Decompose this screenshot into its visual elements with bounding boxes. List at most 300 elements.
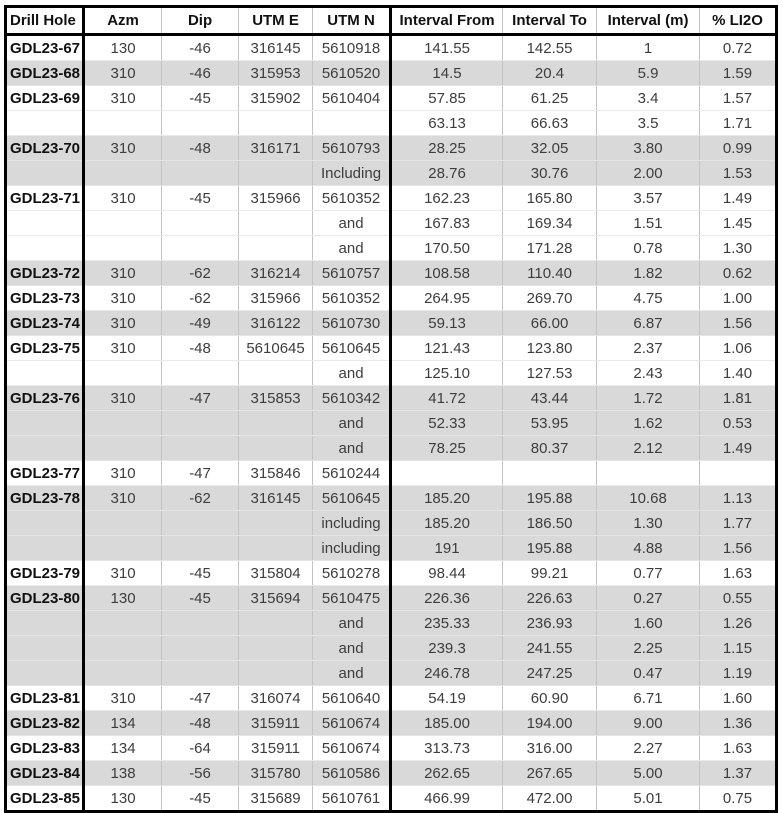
table-cell-interval-m: 0.47 xyxy=(597,661,700,686)
table-cell-interval-m: 3.80 xyxy=(597,136,700,161)
table-cell-drill-hole xyxy=(6,236,84,261)
table-cell-li2o: 1.77 xyxy=(700,511,777,536)
table-cell-interval-to: 66.63 xyxy=(503,111,597,136)
table-cell-utm-e xyxy=(239,161,313,186)
table-cell-interval-m: 5.00 xyxy=(597,761,700,786)
table-cell-drill-hole xyxy=(6,411,84,436)
table-cell-interval-to: 241.55 xyxy=(503,636,597,661)
table-cell-dip: -56 xyxy=(162,761,239,786)
table-cell-azm: 130 xyxy=(84,586,162,611)
table-cell-interval-from: 98.44 xyxy=(391,561,503,586)
table-cell-li2o xyxy=(700,461,777,486)
table-row-continuation-5 xyxy=(6,161,777,186)
header-row xyxy=(6,7,777,35)
table-cell-utm-n: and xyxy=(313,611,391,636)
table-cell-li2o: 1.71 xyxy=(700,111,777,136)
table-cell-drill-hole xyxy=(6,511,84,536)
table-cell-interval-m: 5.9 xyxy=(597,61,700,86)
table-cell-dip: -48 xyxy=(162,136,239,161)
table-row-continuation-16 xyxy=(6,436,777,461)
table-cell-interval-to: 247.25 xyxy=(503,661,597,686)
table-cell-utm-n: 5610352 xyxy=(313,186,391,211)
table-cell-interval-to: 43.44 xyxy=(503,386,597,411)
table-cell-interval-m: 3.57 xyxy=(597,186,700,211)
table-cell-interval-m: 1.62 xyxy=(597,411,700,436)
table-cell-interval-m: 10.68 xyxy=(597,486,700,511)
table-cell-li2o: 1.06 xyxy=(700,336,777,361)
table-cell-li2o: 1.49 xyxy=(700,186,777,211)
table-cell-azm xyxy=(84,611,162,636)
table-cell-interval-m: 9.00 xyxy=(597,711,700,736)
table-cell-interval-to: 171.28 xyxy=(503,236,597,261)
table-cell-interval-from: 28.25 xyxy=(391,136,503,161)
table-cell-azm: 310 xyxy=(84,136,162,161)
table-cell-utm-n: and xyxy=(313,411,391,436)
table-cell-drill-hole: GDL23-70 xyxy=(6,136,84,161)
table-cell-utm-n: and xyxy=(313,236,391,261)
table-row-gdl23-68 xyxy=(6,61,777,86)
table-cell-interval-m: 2.27 xyxy=(597,736,700,761)
table-row-continuation-13 xyxy=(6,361,777,386)
table-cell-interval-to: 66.00 xyxy=(503,311,597,336)
table-cell-utm-e: 316214 xyxy=(239,261,313,286)
table-row-continuation-19 xyxy=(6,511,777,536)
table-cell-azm xyxy=(84,661,162,686)
table-cell-interval-from: 313.73 xyxy=(391,736,503,761)
table-cell-utm-n: 5610674 xyxy=(313,736,391,761)
table-cell-interval-to xyxy=(503,461,597,486)
table-cell-interval-from: 63.13 xyxy=(391,111,503,136)
table-cell-azm: 310 xyxy=(84,286,162,311)
table-cell-interval-from: 185.00 xyxy=(391,711,503,736)
table-cell-utm-n: 5610640 xyxy=(313,686,391,711)
table-cell-interval-m: 2.25 xyxy=(597,636,700,661)
table-cell-utm-n: 5610278 xyxy=(313,561,391,586)
table-cell-utm-e xyxy=(239,636,313,661)
table-cell-interval-m: 1 xyxy=(597,35,700,61)
table-cell-li2o: 1.60 xyxy=(700,686,777,711)
table-cell-utm-e: 315911 xyxy=(239,711,313,736)
table-row-continuation-7 xyxy=(6,211,777,236)
table-cell-interval-to: 60.90 xyxy=(503,686,597,711)
table-cell-interval-to: 269.70 xyxy=(503,286,597,311)
table-cell-dip: -47 xyxy=(162,461,239,486)
table-cell-interval-m xyxy=(597,461,700,486)
table-cell-utm-e: 5610645 xyxy=(239,336,313,361)
table-cell-utm-e: 315780 xyxy=(239,761,313,786)
table-cell-interval-from xyxy=(391,461,503,486)
table-cell-dip: -62 xyxy=(162,486,239,511)
table-cell-interval-m: 2.43 xyxy=(597,361,700,386)
table-cell-dip: -45 xyxy=(162,786,239,812)
table-cell-utm-e: 316145 xyxy=(239,35,313,61)
table-row-gdl23-84 xyxy=(6,761,777,786)
table-row-gdl23-85 xyxy=(6,786,777,812)
table-cell-utm-e: 315846 xyxy=(239,461,313,486)
table-cell-utm-n: 5610757 xyxy=(313,261,391,286)
table-row-gdl23-69 xyxy=(6,86,777,111)
table-cell-li2o: 1.00 xyxy=(700,286,777,311)
table-cell-drill-hole xyxy=(6,636,84,661)
table-cell-azm xyxy=(84,436,162,461)
column-header-azm: Azm xyxy=(84,7,162,35)
table-cell-utm-n: Including xyxy=(313,161,391,186)
table-cell-interval-m: 4.75 xyxy=(597,286,700,311)
table-cell-interval-to: 127.53 xyxy=(503,361,597,386)
table-cell-utm-e: 315689 xyxy=(239,786,313,812)
table-cell-drill-hole xyxy=(6,211,84,236)
table-cell-utm-n: 5610761 xyxy=(313,786,391,812)
table-cell-drill-hole: GDL23-69 xyxy=(6,86,84,111)
table-cell-utm-e xyxy=(239,511,313,536)
table-cell-dip: -62 xyxy=(162,286,239,311)
table-cell-li2o: 1.37 xyxy=(700,761,777,786)
table-cell-li2o: 1.15 xyxy=(700,636,777,661)
table-cell-utm-e xyxy=(239,236,313,261)
table-cell-interval-from: 246.78 xyxy=(391,661,503,686)
table-row-gdl23-73 xyxy=(6,286,777,311)
table-cell-drill-hole: GDL23-81 xyxy=(6,686,84,711)
table-cell-drill-hole: GDL23-83 xyxy=(6,736,84,761)
table-row-gdl23-74 xyxy=(6,311,777,336)
table-cell-utm-e xyxy=(239,436,313,461)
table-cell-dip xyxy=(162,661,239,686)
table-cell-interval-m: 0.78 xyxy=(597,236,700,261)
table-cell-li2o: 1.56 xyxy=(700,536,777,561)
table-cell-interval-to: 186.50 xyxy=(503,511,597,536)
table-cell-utm-n: 5610404 xyxy=(313,86,391,111)
table-cell-utm-e xyxy=(239,536,313,561)
table-cell-li2o: 1.57 xyxy=(700,86,777,111)
table-cell-dip xyxy=(162,536,239,561)
drill-results-page xyxy=(4,5,778,813)
table-cell-azm: 310 xyxy=(84,186,162,211)
table-cell-utm-n: 5610645 xyxy=(313,336,391,361)
table-cell-dip: -46 xyxy=(162,35,239,61)
table-cell-azm: 310 xyxy=(84,386,162,411)
table-cell-azm xyxy=(84,161,162,186)
table-cell-interval-m: 6.71 xyxy=(597,686,700,711)
table-cell-li2o: 0.72 xyxy=(700,35,777,61)
table-cell-li2o: 1.59 xyxy=(700,61,777,86)
table-cell-li2o: 1.30 xyxy=(700,236,777,261)
table-cell-azm: 310 xyxy=(84,86,162,111)
table-cell-interval-from: 167.83 xyxy=(391,211,503,236)
table-cell-azm xyxy=(84,236,162,261)
column-header-dip: Dip xyxy=(162,7,239,35)
table-cell-interval-from: 170.50 xyxy=(391,236,503,261)
table-cell-interval-m: 0.27 xyxy=(597,586,700,611)
table-cell-interval-from: 185.20 xyxy=(391,511,503,536)
table-cell-li2o: 0.99 xyxy=(700,136,777,161)
table-cell-utm-e xyxy=(239,411,313,436)
table-cell-interval-from: 78.25 xyxy=(391,436,503,461)
table-cell-interval-m: 0.77 xyxy=(597,561,700,586)
table-cell-utm-e: 316122 xyxy=(239,311,313,336)
table-cell-interval-to: 123.80 xyxy=(503,336,597,361)
table-cell-interval-to: 142.55 xyxy=(503,35,597,61)
table-cell-drill-hole xyxy=(6,361,84,386)
table-row-continuation-23 xyxy=(6,611,777,636)
table-cell-azm: 310 xyxy=(84,486,162,511)
table-cell-azm xyxy=(84,636,162,661)
table-cell-utm-n: and xyxy=(313,361,391,386)
table-cell-utm-n: and xyxy=(313,436,391,461)
table-cell-drill-hole: GDL23-77 xyxy=(6,461,84,486)
table-row-gdl23-83 xyxy=(6,736,777,761)
table-cell-interval-to: 169.34 xyxy=(503,211,597,236)
table-cell-li2o: 1.45 xyxy=(700,211,777,236)
table-cell-utm-n: 5610918 xyxy=(313,35,391,61)
table-cell-interval-from: 54.19 xyxy=(391,686,503,711)
table-cell-utm-n: including xyxy=(313,511,391,536)
table-cell-dip: -47 xyxy=(162,386,239,411)
table-cell-interval-from: 264.95 xyxy=(391,286,503,311)
table-cell-drill-hole: GDL23-80 xyxy=(6,586,84,611)
table-row-gdl23-67 xyxy=(6,35,777,61)
table-cell-utm-e xyxy=(239,111,313,136)
table-cell-li2o: 1.81 xyxy=(700,386,777,411)
table-body xyxy=(6,35,777,812)
table-cell-utm-e: 315953 xyxy=(239,61,313,86)
column-header-interval-from: Interval From xyxy=(391,7,503,35)
table-cell-interval-to: 53.95 xyxy=(503,411,597,436)
table-cell-li2o: 1.13 xyxy=(700,486,777,511)
table-cell-utm-n: 5610793 xyxy=(313,136,391,161)
table-cell-interval-from: 121.43 xyxy=(391,336,503,361)
table-cell-interval-m: 2.37 xyxy=(597,336,700,361)
table-cell-azm xyxy=(84,211,162,236)
table-cell-drill-hole: GDL23-76 xyxy=(6,386,84,411)
table-cell-li2o: 0.55 xyxy=(700,586,777,611)
table-cell-interval-m: 2.12 xyxy=(597,436,700,461)
table-cell-azm xyxy=(84,361,162,386)
table-cell-interval-from: 108.58 xyxy=(391,261,503,286)
table-cell-azm: 134 xyxy=(84,711,162,736)
table-cell-utm-n: and xyxy=(313,661,391,686)
table-cell-interval-to: 99.21 xyxy=(503,561,597,586)
table-cell-interval-from: 185.20 xyxy=(391,486,503,511)
table-row-continuation-24 xyxy=(6,636,777,661)
column-header-utm-n: UTM N xyxy=(313,7,391,35)
table-cell-interval-from: 239.3 xyxy=(391,636,503,661)
table-cell-drill-hole: GDL23-85 xyxy=(6,786,84,812)
table-cell-azm xyxy=(84,536,162,561)
table-cell-drill-hole: GDL23-84 xyxy=(6,761,84,786)
table-cell-li2o: 1.36 xyxy=(700,711,777,736)
table-cell-drill-hole xyxy=(6,436,84,461)
table-cell-interval-to: 110.40 xyxy=(503,261,597,286)
table-cell-azm: 134 xyxy=(84,736,162,761)
table-cell-azm: 138 xyxy=(84,761,162,786)
table-row-gdl23-80 xyxy=(6,586,777,611)
table-cell-dip: -46 xyxy=(162,61,239,86)
table-cell-azm: 310 xyxy=(84,336,162,361)
table-cell-interval-from: 191 xyxy=(391,536,503,561)
table-cell-azm: 310 xyxy=(84,61,162,86)
table-row-continuation-15 xyxy=(6,411,777,436)
table-cell-utm-e: 315966 xyxy=(239,286,313,311)
table-cell-dip xyxy=(162,611,239,636)
table-cell-utm-n xyxy=(313,111,391,136)
table-cell-interval-from: 28.76 xyxy=(391,161,503,186)
table-cell-azm: 310 xyxy=(84,461,162,486)
table-cell-dip xyxy=(162,436,239,461)
table-cell-utm-e xyxy=(239,361,313,386)
table-cell-dip xyxy=(162,511,239,536)
table-cell-li2o: 1.49 xyxy=(700,436,777,461)
table-row-continuation-20 xyxy=(6,536,777,561)
table-cell-azm xyxy=(84,111,162,136)
table-cell-li2o: 0.75 xyxy=(700,786,777,812)
table-cell-li2o: 1.56 xyxy=(700,311,777,336)
table-cell-dip: -48 xyxy=(162,336,239,361)
table-cell-azm: 310 xyxy=(84,686,162,711)
table-cell-interval-to: 61.25 xyxy=(503,86,597,111)
table-row-gdl23-76 xyxy=(6,386,777,411)
table-cell-interval-to: 316.00 xyxy=(503,736,597,761)
table-cell-dip xyxy=(162,411,239,436)
table-cell-utm-n: 5610342 xyxy=(313,386,391,411)
table-cell-interval-to: 32.05 xyxy=(503,136,597,161)
table-cell-li2o: 1.40 xyxy=(700,361,777,386)
table-cell-interval-m: 1.82 xyxy=(597,261,700,286)
table-cell-dip: -48 xyxy=(162,711,239,736)
table-cell-dip xyxy=(162,236,239,261)
table-cell-interval-to: 20.4 xyxy=(503,61,597,86)
table-cell-azm xyxy=(84,411,162,436)
table-cell-dip: -45 xyxy=(162,86,239,111)
table-row-gdl23-77 xyxy=(6,461,777,486)
table-cell-utm-n: 5610674 xyxy=(313,711,391,736)
table-cell-azm: 310 xyxy=(84,561,162,586)
table-cell-utm-e xyxy=(239,211,313,236)
table-row-gdl23-81 xyxy=(6,686,777,711)
table-cell-interval-m: 3.5 xyxy=(597,111,700,136)
table-cell-utm-e: 316171 xyxy=(239,136,313,161)
table-cell-utm-e: 315694 xyxy=(239,586,313,611)
table-cell-interval-to: 267.65 xyxy=(503,761,597,786)
table-cell-interval-to: 236.93 xyxy=(503,611,597,636)
table-cell-azm: 310 xyxy=(84,261,162,286)
table-cell-dip xyxy=(162,111,239,136)
table-cell-dip: -62 xyxy=(162,261,239,286)
table-row-gdl23-70 xyxy=(6,136,777,161)
table-cell-utm-n: 5610586 xyxy=(313,761,391,786)
table-cell-interval-m: 1.30 xyxy=(597,511,700,536)
table-cell-utm-e: 315902 xyxy=(239,86,313,111)
table-cell-interval-from: 235.33 xyxy=(391,611,503,636)
table-cell-interval-from: 41.72 xyxy=(391,386,503,411)
table-cell-interval-from: 466.99 xyxy=(391,786,503,812)
table-cell-drill-hole: GDL23-73 xyxy=(6,286,84,311)
table-cell-dip xyxy=(162,161,239,186)
table-cell-drill-hole: GDL23-68 xyxy=(6,61,84,86)
table-cell-utm-e: 315911 xyxy=(239,736,313,761)
table-cell-drill-hole: GDL23-75 xyxy=(6,336,84,361)
table-cell-li2o: 0.53 xyxy=(700,411,777,436)
table-cell-dip xyxy=(162,361,239,386)
table-cell-dip: -45 xyxy=(162,186,239,211)
table-cell-interval-from: 59.13 xyxy=(391,311,503,336)
table-cell-li2o: 1.53 xyxy=(700,161,777,186)
table-cell-interval-m: 1.60 xyxy=(597,611,700,636)
table-cell-utm-e: 315853 xyxy=(239,386,313,411)
table-cell-interval-m: 2.00 xyxy=(597,161,700,186)
column-header-li2o: % LI2O xyxy=(700,7,777,35)
table-cell-dip: -64 xyxy=(162,736,239,761)
table-cell-interval-from: 141.55 xyxy=(391,35,503,61)
table-cell-dip: -45 xyxy=(162,586,239,611)
table-cell-drill-hole: GDL23-78 xyxy=(6,486,84,511)
table-header xyxy=(6,7,777,35)
table-cell-utm-n: 5610352 xyxy=(313,286,391,311)
table-cell-utm-n: and xyxy=(313,211,391,236)
table-cell-drill-hole xyxy=(6,611,84,636)
table-cell-li2o: 1.63 xyxy=(700,736,777,761)
table-cell-interval-m: 1.51 xyxy=(597,211,700,236)
table-cell-drill-hole xyxy=(6,111,84,136)
table-cell-li2o: 0.62 xyxy=(700,261,777,286)
table-cell-interval-to: 472.00 xyxy=(503,786,597,812)
table-cell-utm-n: 5610520 xyxy=(313,61,391,86)
table-cell-drill-hole xyxy=(6,661,84,686)
table-cell-interval-from: 226.36 xyxy=(391,586,503,611)
table-cell-interval-to: 30.76 xyxy=(503,161,597,186)
table-cell-li2o: 1.26 xyxy=(700,611,777,636)
table-cell-utm-n: 5610730 xyxy=(313,311,391,336)
table-cell-dip: -47 xyxy=(162,686,239,711)
table-cell-utm-e: 316145 xyxy=(239,486,313,511)
table-cell-interval-from: 125.10 xyxy=(391,361,503,386)
table-cell-interval-m: 6.87 xyxy=(597,311,700,336)
table-cell-utm-n: 5610475 xyxy=(313,586,391,611)
table-cell-utm-e: 315966 xyxy=(239,186,313,211)
table-cell-azm xyxy=(84,511,162,536)
table-cell-interval-to: 194.00 xyxy=(503,711,597,736)
table-cell-utm-n: 5610645 xyxy=(313,486,391,511)
drill-results-table xyxy=(4,5,778,813)
table-cell-dip: -49 xyxy=(162,311,239,336)
table-row-gdl23-79 xyxy=(6,561,777,586)
column-header-interval-m: Interval (m) xyxy=(597,7,700,35)
table-row-gdl23-72 xyxy=(6,261,777,286)
table-cell-li2o: 1.19 xyxy=(700,661,777,686)
table-cell-azm: 130 xyxy=(84,35,162,61)
column-header-drill-hole: Drill Hole xyxy=(6,7,84,35)
table-cell-drill-hole: GDL23-67 xyxy=(6,35,84,61)
table-cell-drill-hole xyxy=(6,536,84,561)
table-row-gdl23-82 xyxy=(6,711,777,736)
table-row-continuation-3 xyxy=(6,111,777,136)
table-cell-utm-e xyxy=(239,611,313,636)
table-cell-drill-hole: GDL23-71 xyxy=(6,186,84,211)
table-cell-interval-from: 57.85 xyxy=(391,86,503,111)
table-cell-dip: -45 xyxy=(162,561,239,586)
table-cell-dip xyxy=(162,636,239,661)
table-cell-dip xyxy=(162,211,239,236)
table-cell-drill-hole: GDL23-74 xyxy=(6,311,84,336)
table-cell-interval-from: 162.23 xyxy=(391,186,503,211)
table-cell-azm: 310 xyxy=(84,311,162,336)
column-header-utm-e: UTM E xyxy=(239,7,313,35)
table-cell-interval-m: 5.01 xyxy=(597,786,700,812)
table-cell-utm-e: 315804 xyxy=(239,561,313,586)
table-cell-interval-to: 195.88 xyxy=(503,536,597,561)
table-row-gdl23-71 xyxy=(6,186,777,211)
table-cell-interval-m: 4.88 xyxy=(597,536,700,561)
table-cell-interval-from: 52.33 xyxy=(391,411,503,436)
